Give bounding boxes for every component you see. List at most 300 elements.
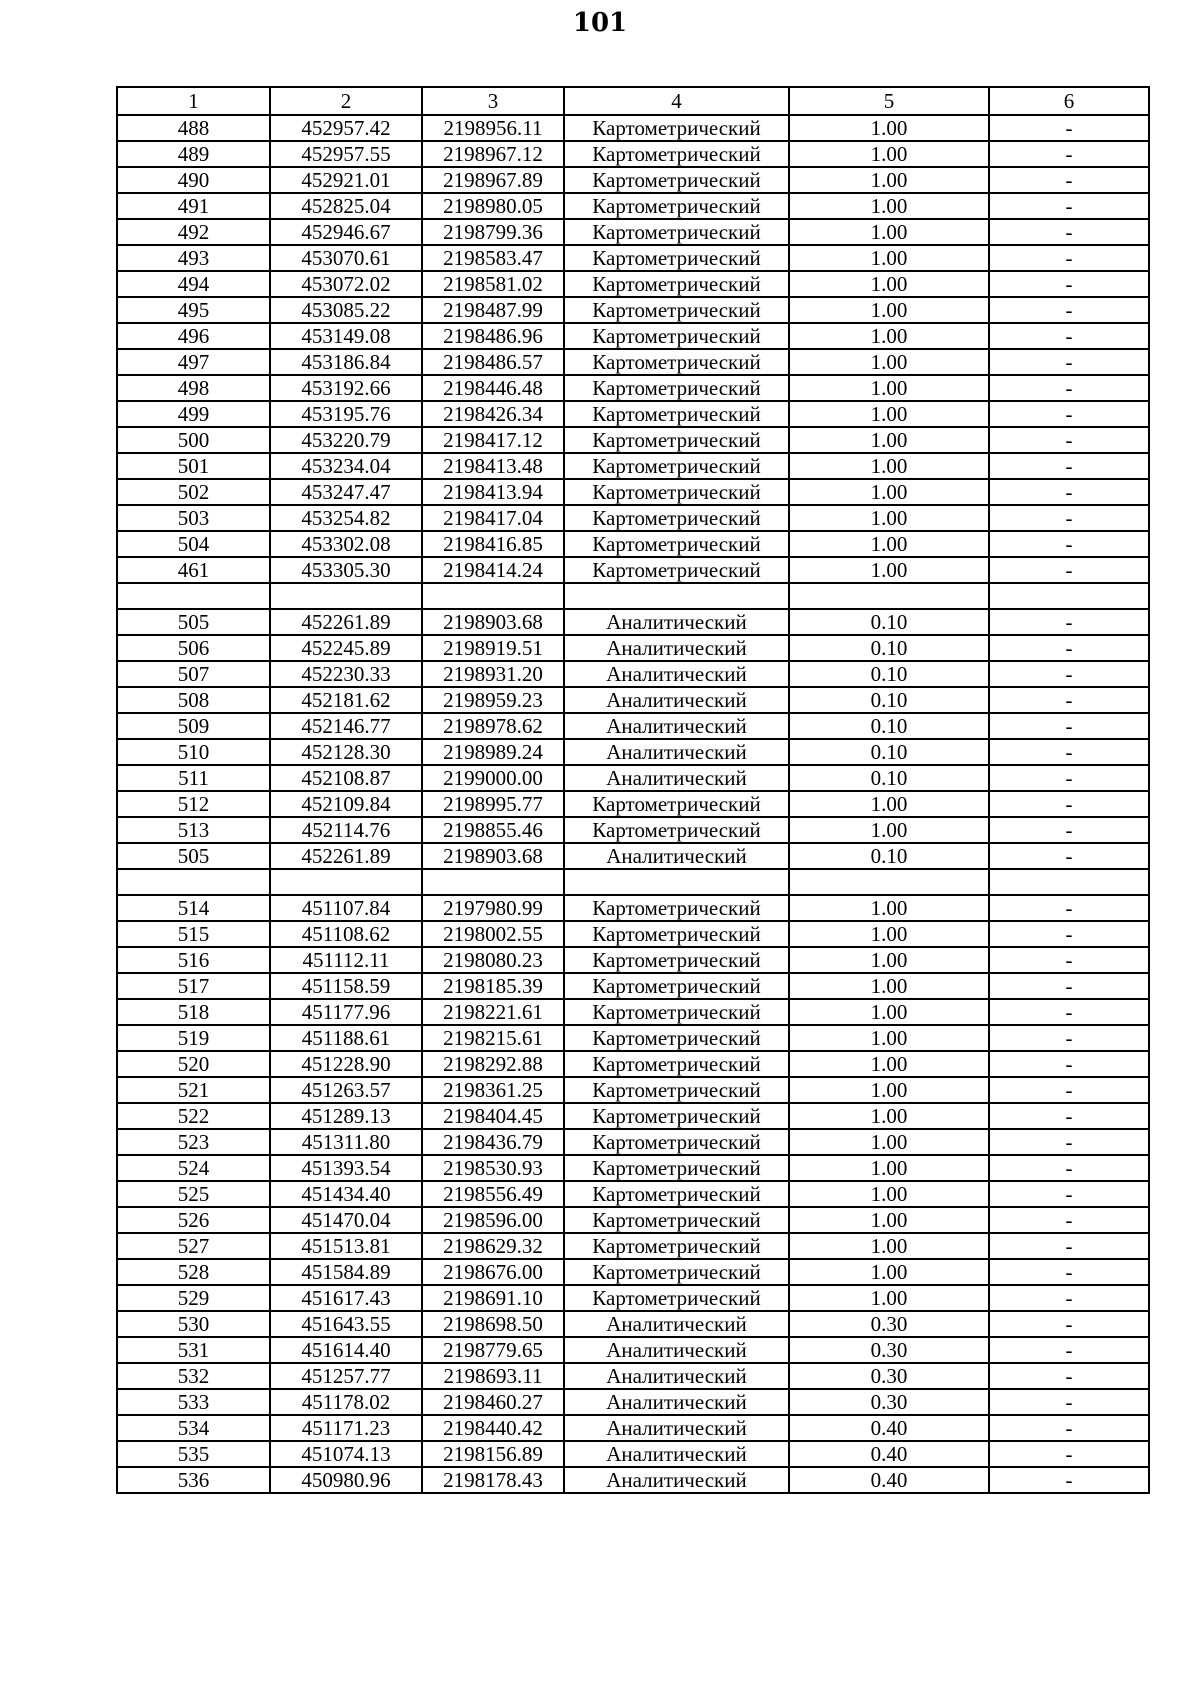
table-cell-col-4: Картометрический [564, 947, 789, 973]
table-cell-col-1: 511 [117, 765, 270, 791]
table-cell-col-5: 1.00 [789, 1025, 989, 1051]
table-cell-col-2: 452261.89 [270, 609, 422, 635]
table-cell-col-3: 2198629.32 [422, 1233, 564, 1259]
table-cell-col-5: 1.00 [789, 973, 989, 999]
table-cell-col-6: - [989, 817, 1149, 843]
coordinates-table [116, 86, 1150, 1494]
table-row [117, 661, 1149, 687]
table-cell-col-2 [270, 583, 422, 609]
table-row [117, 791, 1149, 817]
table-cell-col-6: - [989, 271, 1149, 297]
table-cell-col-4: Аналитический [564, 609, 789, 635]
table-cell-col-5: 1.00 [789, 193, 989, 219]
table-cell-col-2: 452921.01 [270, 167, 422, 193]
table-cell-col-5: 0.40 [789, 1415, 989, 1441]
table-cell-col-6: - [989, 193, 1149, 219]
table-cell-col-5: 0.30 [789, 1311, 989, 1337]
table-cell-col-1: 531 [117, 1337, 270, 1363]
table-cell-col-5: 1.00 [789, 219, 989, 245]
table-cell-col-4: Аналитический [564, 661, 789, 687]
table-cell-col-1: 517 [117, 973, 270, 999]
table-cell-col-1: 536 [117, 1467, 270, 1493]
table-cell-col-1: 488 [117, 115, 270, 141]
table-row [117, 167, 1149, 193]
table-cell-col-6: - [989, 245, 1149, 271]
table-cell-col-4: Картометрический [564, 323, 789, 349]
table-cell-col-2: 451108.62 [270, 921, 422, 947]
table-cell-col-2: 452181.62 [270, 687, 422, 713]
table-cell-col-4: Картометрический [564, 1155, 789, 1181]
page-number: 101 [572, 8, 628, 38]
table-cell-col-5 [789, 869, 989, 895]
table-cell-col-5: 0.40 [789, 1467, 989, 1493]
column-header-3: 3 [422, 87, 564, 115]
table-cell-col-3: 2198156.89 [422, 1441, 564, 1467]
table-cell-col-6: - [989, 1311, 1149, 1337]
table-cell-col-6: - [989, 167, 1149, 193]
table-cell-col-1: 521 [117, 1077, 270, 1103]
table-cell-col-4: Картометрический [564, 297, 789, 323]
table-cell-col-2: 451188.61 [270, 1025, 422, 1051]
table-cell-col-6: - [989, 1233, 1149, 1259]
table-cell-col-1: 505 [117, 843, 270, 869]
table-cell-col-1: 520 [117, 1051, 270, 1077]
column-header-2: 2 [270, 87, 422, 115]
table-cell-col-2: 453070.61 [270, 245, 422, 271]
table-cell-col-5: 1.00 [789, 791, 989, 817]
table-cell-col-3: 2198487.99 [422, 297, 564, 323]
table-cell-col-1: 534 [117, 1415, 270, 1441]
table-cell-col-1: 500 [117, 427, 270, 453]
table-cell-col-5: 1.00 [789, 531, 989, 557]
table-cell-col-6: - [989, 1441, 1149, 1467]
table-cell-col-3: 2198959.23 [422, 687, 564, 713]
table-cell-col-6: - [989, 453, 1149, 479]
table-cell-col-2: 451112.11 [270, 947, 422, 973]
table-cell-col-6: - [989, 219, 1149, 245]
table-cell-col-4: Картометрический [564, 453, 789, 479]
table-cell-col-6: - [989, 1025, 1149, 1051]
table-cell-col-6: - [989, 141, 1149, 167]
table-cell-col-2: 453302.08 [270, 531, 422, 557]
table-cell-col-6: - [989, 921, 1149, 947]
table-cell-col-4: Картометрический [564, 1025, 789, 1051]
table-cell-col-2: 452825.04 [270, 193, 422, 219]
table-row [117, 479, 1149, 505]
table-cell-col-2: 453195.76 [270, 401, 422, 427]
table-row [117, 401, 1149, 427]
table-cell-col-5: 1.00 [789, 999, 989, 1025]
table-cell-col-2: 451289.13 [270, 1103, 422, 1129]
table-cell-col-5: 1.00 [789, 1129, 989, 1155]
table-cell-col-1: 493 [117, 245, 270, 271]
column-header-4: 4 [564, 87, 789, 115]
table-cell-col-2: 451311.80 [270, 1129, 422, 1155]
table-cell-col-6: - [989, 973, 1149, 999]
table-cell-col-3: 2198185.39 [422, 973, 564, 999]
table-row-empty [117, 869, 1149, 895]
table-body [117, 115, 1149, 1493]
table-cell-col-4: Картометрический [564, 999, 789, 1025]
table-cell-col-6: - [989, 687, 1149, 713]
table-cell-col-6: - [989, 349, 1149, 375]
table-cell-col-1: 492 [117, 219, 270, 245]
table-row [117, 1363, 1149, 1389]
table-row [117, 1467, 1149, 1493]
table-cell-col-5: 0.10 [789, 843, 989, 869]
table-cell-col-3: 2198676.00 [422, 1259, 564, 1285]
table-cell-col-4: Картометрический [564, 1259, 789, 1285]
table-cell-col-3: 2198903.68 [422, 609, 564, 635]
table-cell-col-3: 2199000.00 [422, 765, 564, 791]
table-row [117, 271, 1149, 297]
table-cell-col-4: Картометрический [564, 167, 789, 193]
table-cell-col-5: 1.00 [789, 921, 989, 947]
table-cell-col-2: 451171.23 [270, 1415, 422, 1441]
table-cell-col-1: 502 [117, 479, 270, 505]
table-cell-col-3: 2198980.05 [422, 193, 564, 219]
table-cell-col-2: 451470.04 [270, 1207, 422, 1233]
table-cell-col-3: 2198799.36 [422, 219, 564, 245]
table-cell-col-2: 453254.82 [270, 505, 422, 531]
table-cell-col-6: - [989, 713, 1149, 739]
table-cell-col-3: 2198446.48 [422, 375, 564, 401]
table-cell-col-3: 2198417.12 [422, 427, 564, 453]
table-row [117, 1259, 1149, 1285]
table-cell-col-1: 508 [117, 687, 270, 713]
table-cell-col-2: 451513.81 [270, 1233, 422, 1259]
table-cell-col-1 [117, 869, 270, 895]
table-cell-col-4: Картометрический [564, 1181, 789, 1207]
table-cell-col-4 [564, 583, 789, 609]
table-cell-col-4: Картометрический [564, 505, 789, 531]
table-cell-col-4: Аналитический [564, 1337, 789, 1363]
table-cell-col-1: 495 [117, 297, 270, 323]
table-cell-col-3: 2198556.49 [422, 1181, 564, 1207]
table-cell-col-4: Картометрический [564, 895, 789, 921]
table-cell-col-3: 2198440.42 [422, 1415, 564, 1441]
table-cell-col-3: 2198413.94 [422, 479, 564, 505]
table-cell-col-1: 529 [117, 1285, 270, 1311]
table-cell-col-4: Картометрический [564, 115, 789, 141]
table-cell-col-1: 491 [117, 193, 270, 219]
table-cell-col-6: - [989, 1389, 1149, 1415]
table-cell-col-6: - [989, 999, 1149, 1025]
table-cell-col-4: Аналитический [564, 713, 789, 739]
table-cell-col-5: 1.00 [789, 297, 989, 323]
table-cell-col-5: 1.00 [789, 817, 989, 843]
table-cell-col-1: 499 [117, 401, 270, 427]
table-cell-col-4: Картометрический [564, 479, 789, 505]
table-cell-col-2: 451434.40 [270, 1181, 422, 1207]
table-cell-col-6 [989, 869, 1149, 895]
table-row [117, 1311, 1149, 1337]
table-cell-col-1: 507 [117, 661, 270, 687]
table-cell-col-6: - [989, 297, 1149, 323]
table-cell-col-3 [422, 583, 564, 609]
table-cell-col-2: 450980.96 [270, 1467, 422, 1493]
table-cell-col-6: - [989, 375, 1149, 401]
table-cell-col-3: 2198956.11 [422, 115, 564, 141]
table-row [117, 141, 1149, 167]
table-cell-col-5: 1.00 [789, 375, 989, 401]
table-cell-col-1: 512 [117, 791, 270, 817]
table-cell-col-6: - [989, 531, 1149, 557]
table-row [117, 349, 1149, 375]
table-cell-col-5 [789, 583, 989, 609]
table-cell-col-5: 1.00 [789, 245, 989, 271]
table-cell-col-1: 506 [117, 635, 270, 661]
table-cell-col-5: 1.00 [789, 1285, 989, 1311]
table-cell-col-6: - [989, 1051, 1149, 1077]
table-cell-col-5: 0.10 [789, 609, 989, 635]
table-cell-col-5: 0.10 [789, 765, 989, 791]
table-row [117, 1233, 1149, 1259]
table-cell-col-6: - [989, 323, 1149, 349]
table-cell-col-1: 524 [117, 1155, 270, 1181]
table-cell-col-5: 1.00 [789, 1233, 989, 1259]
table-cell-col-2: 451178.02 [270, 1389, 422, 1415]
table-cell-col-2: 451643.55 [270, 1311, 422, 1337]
table-cell-col-3: 2197980.99 [422, 895, 564, 921]
table-cell-col-4: Картометрический [564, 1103, 789, 1129]
table-row [117, 843, 1149, 869]
table-cell-col-4 [564, 869, 789, 895]
table-row [117, 323, 1149, 349]
table-cell-col-3: 2198596.00 [422, 1207, 564, 1233]
table-cell-col-2: 452109.84 [270, 791, 422, 817]
table-cell-col-3: 2198978.62 [422, 713, 564, 739]
table-cell-col-1: 519 [117, 1025, 270, 1051]
column-header-6: 6 [989, 87, 1149, 115]
table-cell-col-5: 1.00 [789, 1207, 989, 1233]
table-cell-col-2: 451074.13 [270, 1441, 422, 1467]
table-cell-col-3: 2198426.34 [422, 401, 564, 427]
table-cell-col-3: 2198215.61 [422, 1025, 564, 1051]
table-row [117, 375, 1149, 401]
table-cell-col-6: - [989, 765, 1149, 791]
table-cell-col-5: 1.00 [789, 1077, 989, 1103]
table-cell-col-3: 2198416.85 [422, 531, 564, 557]
table-cell-col-5: 1.00 [789, 271, 989, 297]
table-cell-col-3: 2198903.68 [422, 843, 564, 869]
table-cell-col-6: - [989, 1467, 1149, 1493]
table-cell-col-1 [117, 583, 270, 609]
table-row [117, 453, 1149, 479]
table-cell-col-1: 527 [117, 1233, 270, 1259]
table-cell-col-1: 518 [117, 999, 270, 1025]
table-cell-col-2: 452114.76 [270, 817, 422, 843]
table-row [117, 1129, 1149, 1155]
table-cell-col-6: - [989, 739, 1149, 765]
table-cell-col-3: 2198919.51 [422, 635, 564, 661]
table-cell-col-3: 2198404.45 [422, 1103, 564, 1129]
table-cell-col-2: 451257.77 [270, 1363, 422, 1389]
table-cell-col-1: 516 [117, 947, 270, 973]
table-row [117, 973, 1149, 999]
table-cell-col-1: 532 [117, 1363, 270, 1389]
table-cell-col-3: 2198855.46 [422, 817, 564, 843]
table-cell-col-2: 451617.43 [270, 1285, 422, 1311]
table-cell-col-4: Картометрический [564, 973, 789, 999]
table-cell-col-4: Аналитический [564, 739, 789, 765]
table-cell-col-4: Картометрический [564, 1051, 789, 1077]
table-row [117, 1181, 1149, 1207]
table-cell-col-5: 0.40 [789, 1441, 989, 1467]
table-row [117, 1025, 1149, 1051]
table-cell-col-5: 1.00 [789, 141, 989, 167]
table-cell-col-1: 530 [117, 1311, 270, 1337]
table-cell-col-5: 0.10 [789, 713, 989, 739]
table-cell-col-1: 535 [117, 1441, 270, 1467]
table-cell-col-4: Картометрический [564, 817, 789, 843]
table-cell-col-2: 452108.87 [270, 765, 422, 791]
table-cell-col-3: 2198292.88 [422, 1051, 564, 1077]
table-cell-col-3: 2198178.43 [422, 1467, 564, 1493]
table-cell-col-2: 451228.90 [270, 1051, 422, 1077]
table-cell-col-5: 1.00 [789, 453, 989, 479]
table-cell-col-4: Аналитический [564, 1363, 789, 1389]
table-cell-col-3: 2198691.10 [422, 1285, 564, 1311]
table-cell-col-4: Картометрический [564, 375, 789, 401]
table-cell-col-4: Картометрический [564, 245, 789, 271]
table-cell-col-1: 490 [117, 167, 270, 193]
table-row [117, 1051, 1149, 1077]
table-row [117, 245, 1149, 271]
table-cell-col-6: - [989, 635, 1149, 661]
table-cell-col-5: 1.00 [789, 1103, 989, 1129]
table-cell-col-4: Аналитический [564, 1441, 789, 1467]
table-row [117, 1285, 1149, 1311]
table-row [117, 115, 1149, 141]
table-cell-col-4: Картометрический [564, 141, 789, 167]
table-cell-col-3: 2198486.57 [422, 349, 564, 375]
table-row [117, 427, 1149, 453]
table-cell-col-2: 452261.89 [270, 843, 422, 869]
table-cell-col-2: 451158.59 [270, 973, 422, 999]
table-cell-col-3: 2198080.23 [422, 947, 564, 973]
table-cell-col-4: Аналитический [564, 687, 789, 713]
table-cell-col-2: 453305.30 [270, 557, 422, 583]
table-cell-col-4: Картометрический [564, 193, 789, 219]
table-cell-col-5: 1.00 [789, 427, 989, 453]
table-cell-col-3: 2198779.65 [422, 1337, 564, 1363]
table-cell-col-6: - [989, 1207, 1149, 1233]
table-cell-col-6: - [989, 895, 1149, 921]
table-row [117, 765, 1149, 791]
table-cell-col-1: 523 [117, 1129, 270, 1155]
table-row [117, 1103, 1149, 1129]
table-cell-col-5: 0.10 [789, 635, 989, 661]
table-row [117, 713, 1149, 739]
table-cell-col-1: 497 [117, 349, 270, 375]
table-cell-col-5: 0.10 [789, 661, 989, 687]
table-row [117, 193, 1149, 219]
table-cell-col-1: 528 [117, 1259, 270, 1285]
table-row [117, 1207, 1149, 1233]
table-cell-col-4: Картометрический [564, 401, 789, 427]
table-cell-col-6: - [989, 1415, 1149, 1441]
table-cell-col-4: Картометрический [564, 1233, 789, 1259]
table-cell-col-4: Картометрический [564, 1207, 789, 1233]
table-cell-col-6: - [989, 479, 1149, 505]
table-cell-col-5: 1.00 [789, 557, 989, 583]
table-cell-col-2: 453234.04 [270, 453, 422, 479]
table-cell-col-6: - [989, 661, 1149, 687]
table-cell-col-5: 1.00 [789, 947, 989, 973]
table-cell-col-6: - [989, 1129, 1149, 1155]
table-cell-col-3: 2198413.48 [422, 453, 564, 479]
table-cell-col-3: 2198967.12 [422, 141, 564, 167]
table-cell-col-6: - [989, 1103, 1149, 1129]
table-cell-col-3: 2198989.24 [422, 739, 564, 765]
table-cell-col-3: 2198581.02 [422, 271, 564, 297]
table-row [117, 297, 1149, 323]
table-row [117, 999, 1149, 1025]
table-row [117, 219, 1149, 245]
table-cell-col-6: - [989, 843, 1149, 869]
table-cell-col-3: 2198698.50 [422, 1311, 564, 1337]
table-cell-col-1: 515 [117, 921, 270, 947]
table-cell-col-4: Аналитический [564, 1415, 789, 1441]
table-cell-col-1: 522 [117, 1103, 270, 1129]
table-row [117, 895, 1149, 921]
table-cell-col-2: 452230.33 [270, 661, 422, 687]
table-cell-col-1: 525 [117, 1181, 270, 1207]
table-cell-col-2: 452128.30 [270, 739, 422, 765]
table-header [117, 87, 1149, 115]
table-cell-col-5: 1.00 [789, 479, 989, 505]
table-cell-col-3: 2198361.25 [422, 1077, 564, 1103]
table-cell-col-1: 510 [117, 739, 270, 765]
table-cell-col-4: Картометрический [564, 531, 789, 557]
table-row-empty [117, 583, 1149, 609]
table-cell-col-3: 2198221.61 [422, 999, 564, 1025]
table-row [117, 1389, 1149, 1415]
table-cell-col-5: 1.00 [789, 895, 989, 921]
column-header-5: 5 [789, 87, 989, 115]
table-cell-col-3: 2198967.89 [422, 167, 564, 193]
table-cell-col-4: Картометрический [564, 1285, 789, 1311]
table-cell-col-2: 452957.42 [270, 115, 422, 141]
table-row [117, 817, 1149, 843]
table-cell-col-5: 1.00 [789, 401, 989, 427]
table-cell-col-6: - [989, 1155, 1149, 1181]
table-cell-col-5: 1.00 [789, 1051, 989, 1077]
table-cell-col-3: 2198486.96 [422, 323, 564, 349]
table-cell-col-2: 452146.77 [270, 713, 422, 739]
table-cell-col-6: - [989, 1077, 1149, 1103]
table-cell-col-4: Аналитический [564, 1389, 789, 1415]
table-cell-col-3: 2198002.55 [422, 921, 564, 947]
table-cell-col-1: 461 [117, 557, 270, 583]
table-cell-col-6: - [989, 1181, 1149, 1207]
table-cell-col-3: 2198995.77 [422, 791, 564, 817]
table-cell-col-1: 513 [117, 817, 270, 843]
table-cell-col-2: 453220.79 [270, 427, 422, 453]
table-cell-col-4: Картометрический [564, 1129, 789, 1155]
table-row [117, 921, 1149, 947]
table-cell-col-4: Картометрический [564, 791, 789, 817]
table-row [117, 1415, 1149, 1441]
table-cell-col-5: 0.30 [789, 1337, 989, 1363]
table-cell-col-3: 2198583.47 [422, 245, 564, 271]
table-cell-col-6: - [989, 1285, 1149, 1311]
table-cell-col-6: - [989, 1259, 1149, 1285]
table-cell-col-1: 504 [117, 531, 270, 557]
table-cell-col-4: Аналитический [564, 1467, 789, 1493]
table-cell-col-1: 514 [117, 895, 270, 921]
